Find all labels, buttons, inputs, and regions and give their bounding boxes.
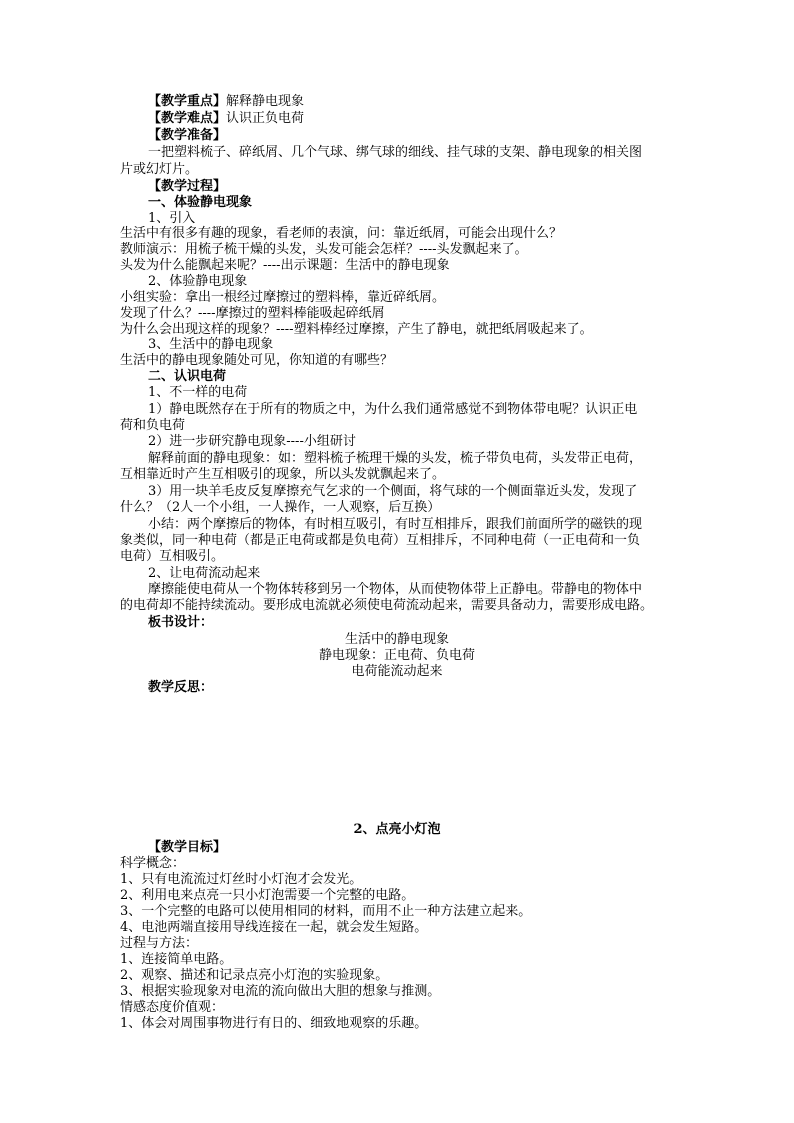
body-line: 什么？（2人一个小组，一人操作，一人观察，后互换） <box>120 500 441 515</box>
body-line: 荷和负电荷 <box>120 418 186 433</box>
body-line: 生活中的静电现象随处可见，你知道的有哪些？ <box>120 353 394 368</box>
body-line: 小结：两个摩擦后的物体，有时相互吸引，有时互相排斥，跟我们前面所学的磁铁的现 <box>148 517 643 532</box>
reflection-label: 教学反思： <box>148 680 214 695</box>
body-line: 1、体会对周围事物进行有日的、细致地观察的乐趣。 <box>120 1016 428 1031</box>
body-line: 3、根据实验现象对电流的流向做出大胆的想象与推测。 <box>120 984 441 999</box>
body-line: 电荷）互相吸引。 <box>120 549 225 564</box>
board-label: 板书设计： <box>148 615 214 630</box>
body-line: 过程与方法： <box>120 936 199 951</box>
difficulty-line <box>148 111 304 127</box>
preparation-line: 一把塑料梳子、碎纸屑、几个气球、绑气球的细线、挂气球的支架、静电现象的相关图 <box>148 145 643 160</box>
body-line: 1、连接简单电路。 <box>120 952 233 967</box>
body-line: 2、利用电来点亮一只小灯泡需要一个完整的电路。 <box>120 888 415 903</box>
goal-label: 【教学目标】 <box>148 840 227 855</box>
body-line: 情感态度价值观： <box>120 1000 225 1015</box>
body-line: 为什么会出现这样的现象？----塑料棒经过摩擦，产生了静电，就把纸屑吸起来了。 <box>120 322 593 337</box>
lesson-title: 2、点亮小灯泡 <box>353 822 441 837</box>
body-line: 头发为什么能飘起来呢？----出示课题：生活中的静电现象 <box>120 258 450 273</box>
key-point-text: 解释静电现象 <box>226 94 305 109</box>
body-line: 2、观察、描述和记录点亮小灯泡的实验现象。 <box>120 968 389 983</box>
body-line: 1）静电既然存在于所有的物质之中，为什么我们通常感觉不到物体带电呢？认识正电 <box>148 402 638 417</box>
body-line: 小组实验：拿出一根经过摩擦过的塑料棒，靠近碎纸屑。 <box>120 290 446 305</box>
part2-title: 二、认识电荷 <box>148 369 227 384</box>
part1-title: 一、体验静电现象 <box>148 195 253 210</box>
body-line: 4、电池两端直接用导线连接在一起，就会发生短路。 <box>120 920 428 935</box>
body-line: 教师演示：用梳子梳干燥的头发，头发可能会怎样？----头发飘起来了。 <box>120 242 528 257</box>
body-line: 2、让电荷流动起来 <box>148 566 261 581</box>
body-line: 摩擦能使电荷从一个物体转移到另一个物体，从而使物体带上正静电。带静电的物体中 <box>148 582 643 597</box>
body-line: 3）用一块羊毛皮反复摩擦充气乞求的一个侧面，将气球的一个侧面靠近头发，发现了 <box>148 484 638 499</box>
body-line: 1、只有电流流过灯丝时小灯泡才会发光。 <box>120 872 363 887</box>
key-point-label: 【教学重点】 <box>148 94 227 109</box>
body-line: 生活中有很多有趣的现象，看老师的表演，问：靠近纸屑，可能会出现什么？ <box>120 226 563 241</box>
body-line: 互相靠近时产生互相吸引的现象，所以头发就飘起来了。 <box>120 467 446 482</box>
body-line: 2、体验静电现象 <box>148 274 248 289</box>
body-line: 发现了什么？----摩擦过的塑料棒能吸起碎纸屑 <box>120 306 385 321</box>
body-line: 科学概念： <box>120 856 186 871</box>
process-label: 【教学过程】 <box>148 179 227 194</box>
preparation-label: 【教学准备】 <box>148 128 227 143</box>
body-line: 解释前面的静电现象：如：塑料梳子梳理干燥的头发，梳子带负电荷，头发带正电荷， <box>148 451 643 466</box>
key-point-line <box>148 94 304 110</box>
board-line: 生活中的静电现象 <box>344 632 449 647</box>
body-line: 3、生活中的静电现象 <box>148 337 274 352</box>
board-line: 电荷能流动起来 <box>351 664 443 679</box>
body-line: 象类似，同一种电荷（都是正电荷或都是负电荷）互相排斥，不同种电荷（一正电荷和一负 <box>120 533 641 548</box>
board-line: 静电现象：正电荷、负电荷 <box>318 648 475 663</box>
body-line: 3、一个完整的电路可以使用相同的材料，而用不止一种方法建立起来。 <box>120 904 532 919</box>
body-line: 1、引入 <box>148 211 196 226</box>
body-line: 1、不一样的电荷 <box>148 385 248 400</box>
difficulty-label: 【教学难点】 <box>148 111 227 126</box>
preparation-line: 片或幻灯片。 <box>120 162 199 177</box>
difficulty-text: 认识正负电荷 <box>226 111 305 126</box>
body-line: 2）进一步研究静电现象----小组研讨 <box>148 434 356 449</box>
body-line: 的电荷却不能持续流动。要形成电流就必须使电荷流动起来，需要具备动力，需要形成电路。 <box>120 598 654 613</box>
